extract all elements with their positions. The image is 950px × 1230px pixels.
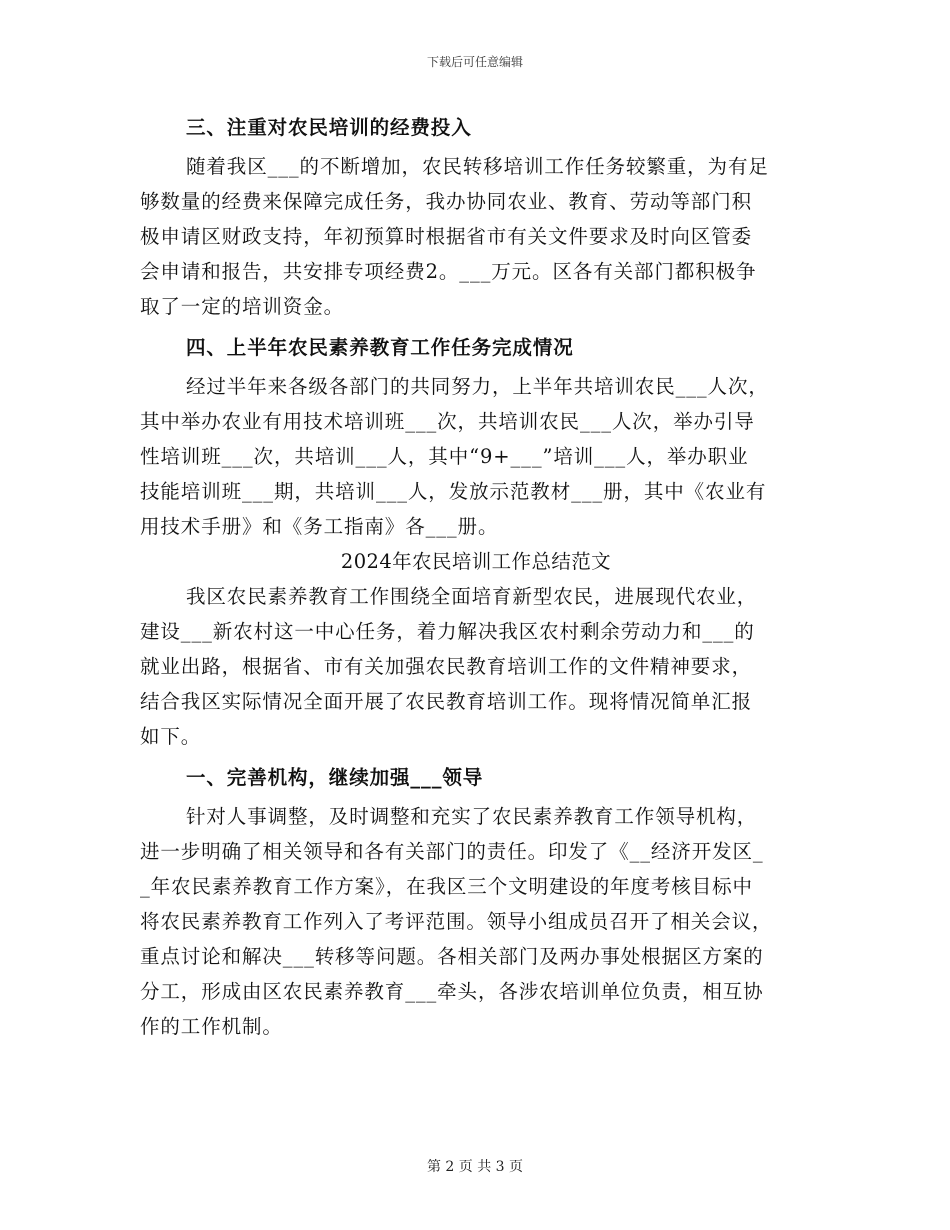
paragraph-line: 我区农民素养教育工作围绕全面培育新型农民，进展现代农业，: [186, 585, 758, 608]
paragraph-line: 如下。: [140, 725, 202, 748]
document-title: 2024年农民培训工作总结范文: [340, 550, 612, 573]
paragraph-line: 会申请和报告，共安排专项经费2。___万元。区各有关部门都积极争: [140, 260, 757, 283]
paragraph-line: 随着我区___的不断增加，农民转移培训工作任务较繁重，为有足: [186, 155, 769, 178]
page-footer: 第 2 页 共 3 页: [426, 1159, 524, 1175]
paragraph-line: 将农民素养教育工作列入了考评范围。领导小组成员召开了相关会议，: [140, 910, 773, 933]
paragraph-line: 其中举办农业有用技术培训班___次，共培训农民___人次，举办引导: [140, 410, 755, 433]
section-heading-4: 四、上半年农民素养教育工作任务完成情况: [186, 336, 574, 359]
paragraph-line: 作的工作机制。: [140, 1015, 283, 1038]
document-body: [140, 110, 812, 1044]
paragraph-line: 结合我区实际情况全面开展了农民教育培训工作。现将情况简单汇报: [140, 690, 753, 713]
page-header: 下载后可任意编辑: [426, 55, 523, 69]
paragraph-line: 技能培训班___期，共培训___人，发放示范教材___册，其中《农业有: [140, 480, 767, 503]
paragraph-line: 重点讨论和解决___转移等问题。各相关部门及两办事处根据区方案的: [140, 945, 764, 968]
paragraph-line: 够数量的经费来保障完成任务，我办协同农业、教育、劳动等部门积: [140, 190, 753, 213]
paragraph-line: 分工，形成由区农民素养教育___牵头，各涉农培训单位负责，相互协: [140, 980, 764, 1003]
paragraph-line: 取了一定的培训资金。: [140, 295, 345, 318]
paragraph-line: 针对人事调整，及时调整和充实了农民素养教育工作领导机构，: [186, 805, 758, 828]
paragraph-line: 用技术手册》和《务工指南》各___册。: [140, 515, 499, 538]
paragraph-line: 性培训班___次，共培训___人，其中“9+___”培训___人，举办职业: [140, 445, 749, 468]
section-heading-1: 一、完善机构，继续加强___领导: [186, 766, 484, 789]
paragraph-line: _年农民素养教育工作方案》，在我区三个文明建设的年度考核目标中: [140, 875, 753, 898]
paragraph-line: 建设___新农村这一中心任务，着力解决我区农村剩余劳动力和___的: [140, 620, 755, 643]
paragraph-line: 就业出路，根据省、市有关加强农民教育培训工作的文件精神要求，: [140, 655, 753, 678]
section-heading-3: 三、注重对农民培训的经费投入: [186, 116, 472, 139]
paragraph-line: 极申请区财政支持，年初预算时根据省市有关文件要求及时向区管委: [140, 225, 753, 248]
paragraph-line: 进一步明确了相关领导和各有关部门的责任。印发了《__经济开发区_: [140, 840, 764, 863]
paragraph-line: 经过半年来各级各部门的共同努力，上半年共培训农民___人次，: [186, 375, 769, 398]
